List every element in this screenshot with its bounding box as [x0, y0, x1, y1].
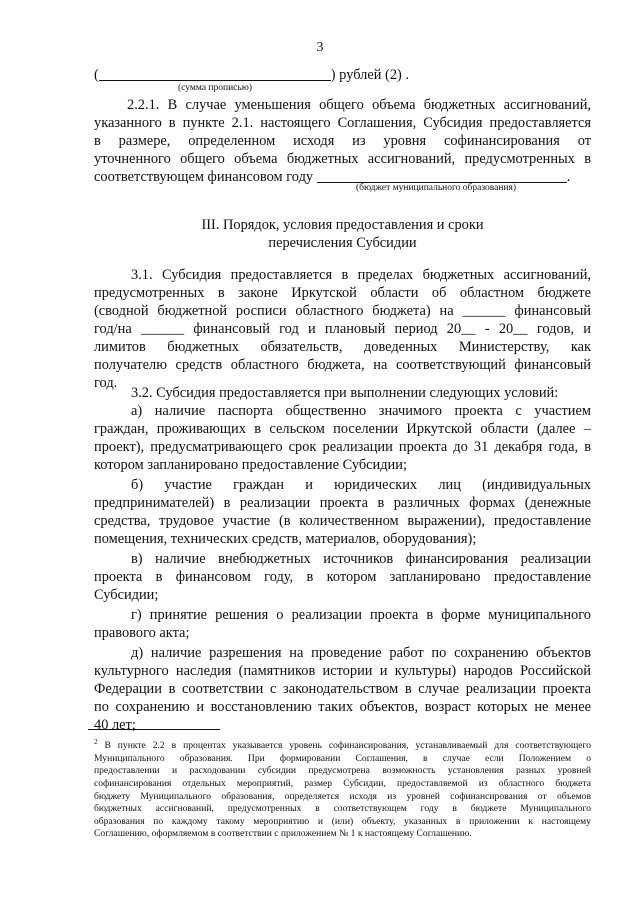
section-3-title-line-1: III. Порядок, условия предоставления и сроки	[201, 217, 484, 233]
amount-blank	[99, 66, 331, 81]
clause-3-1-line-3: (сводной бюджетной росписи областного бюджета) на ______ финансовый	[94, 303, 591, 319]
condition-g-line-1: г) принятие решения о реализации проекта в форме муниципального	[131, 607, 591, 623]
page-number: 3	[316, 40, 324, 55]
clause-2-2-1-line-5	[94, 168, 594, 187]
clause-3-1-line-5: лимитов бюджетных обязательств, доведенных Министерству, как	[94, 339, 591, 355]
clause-3-1-line-7: год.	[94, 375, 118, 391]
condition-a-line-4: котором запланировано предоставление Субсидии;	[94, 457, 407, 473]
condition-d-line-2: культурного наследия (памятников истории и культуры) народов Российской	[94, 663, 591, 679]
clause-3-1-line-6: получателю средств областного бюджета, на соответствующий финансовый	[94, 357, 591, 373]
clause-3-1-line-2: предусмотренных в законе Иркутской области об областном бюджете	[94, 285, 591, 301]
amount-caption: (сумма прописью)	[178, 83, 252, 93]
condition-a-line-1: а) наличие паспорта общественно значимого проекта с участием	[131, 403, 591, 419]
clause-2-2-1-line-2: указанного в пункте 2.1. настоящего Соглашения, Субсидия предоставляется	[94, 115, 591, 131]
footnote-line-7: образования по каждому такому мероприятию и (или) объекту, указанных в приложении к настоящему	[94, 815, 591, 827]
clause-3-2-intro: 3.2. Субсидия предоставляется при выполнении следующих условий:	[131, 385, 559, 401]
condition-b-line-1: б) участие граждан и юридических лиц (индивидуальных	[131, 477, 591, 493]
section-3-title-line-2: перечисления Субсидии	[268, 235, 417, 251]
budget-caption: (бюджет муниципального образования)	[356, 183, 517, 193]
condition-v-line-1: в) наличие внебюджетных источников финансирования реализации	[131, 551, 591, 567]
condition-d-line-4: по сохранению и восстановлению таких объектов, возраст которых не менее	[94, 699, 591, 715]
clause-3-1-line-4: год/на ______ финансовый год и плановый период 20__ - 20__ годов, и	[94, 321, 591, 337]
footnote-separator	[88, 729, 220, 730]
clause-2-2-1-line-3: в размере, определенном исходя из уровня софинансирования от	[94, 133, 591, 149]
condition-b-line-4: помещения, технических средств, материалов, оборудования);	[94, 531, 477, 547]
condition-g-line-2: правового акта;	[94, 625, 190, 641]
footnote-line-5: бюджету Муниципального образования, определяется исходя из уровней софинансирования от объемов	[94, 790, 591, 802]
footnote-line-3: предоставлении и расходовании субсидии предусмотрена возможность установления разных уровней	[94, 765, 591, 777]
condition-v-line-3: Субсидии;	[94, 587, 159, 603]
footnote-line-1-text: В пункте 2.2 в процентах указывается уровень софинансирования, устанавливаемый для соответствующего	[104, 740, 592, 752]
condition-a-line-3: проект), предусматривающего срок реализации проекта до 31 декабря года, в	[94, 439, 591, 455]
budget-blank	[317, 169, 567, 183]
condition-a-line-2: граждан, проживающих в сельском поселении Иркутской области (далее –	[94, 421, 591, 437]
footnote-line-4: софинансирования отдельных мероприятий, размер Субсидии, предоставляемой из областного бюджета	[94, 777, 591, 789]
footnote-line-2: Муниципального образования. При формировании Соглашения, в случае если Положением о	[94, 752, 591, 764]
footnote-marker: 2	[94, 738, 98, 746]
amount-line	[94, 66, 554, 85]
condition-b-line-2: предпринимателей) в реализации проекта в различных формах (денежные	[94, 495, 591, 511]
footnote-line-8: Соглашению, оформляемом в соответствии с приложением № 1 к настоящему Соглашению.	[94, 828, 472, 840]
condition-d-line-3: Федерации в соответствии с законодательством в случае реализации проекта	[94, 681, 591, 697]
condition-d-line-5: 40 лет;	[94, 717, 136, 733]
amount-suffix: ) рублей (2) .	[330, 67, 410, 83]
clause-3-1-line-1: 3.1. Субсидия предоставляется в пределах бюджетных ассигнований,	[131, 267, 591, 283]
clause-2-2-1-period: .	[566, 169, 571, 185]
clause-2-2-1-line-5-text: соответствующем финансовом году	[94, 169, 314, 185]
condition-d-line-1: д) наличие разрешения на проведение работ по сохранению объектов	[131, 645, 591, 661]
footnote-line-6: бюджетных ассигнований, предусмотренных в соответствующем году в бюджете Муниципального	[94, 803, 591, 815]
condition-v-line-2: проекта в финансовом году, в котором запланировано предоставление	[94, 569, 591, 585]
clause-2-2-1-line-1: 2.2.1. В случае уменьшения общего объема бюджетных ассигнований,	[127, 97, 591, 113]
clause-2-2-1-line-4: уточненного общего объема бюджетных ассигнований, предусмотренных в	[94, 151, 591, 167]
footnote-line-1	[94, 736, 591, 753]
condition-b-line-3: средства, трудовое участие (в количественном выражении), предоставление	[94, 513, 591, 529]
amount-open-paren: (	[94, 67, 99, 83]
footnote	[94, 736, 591, 841]
